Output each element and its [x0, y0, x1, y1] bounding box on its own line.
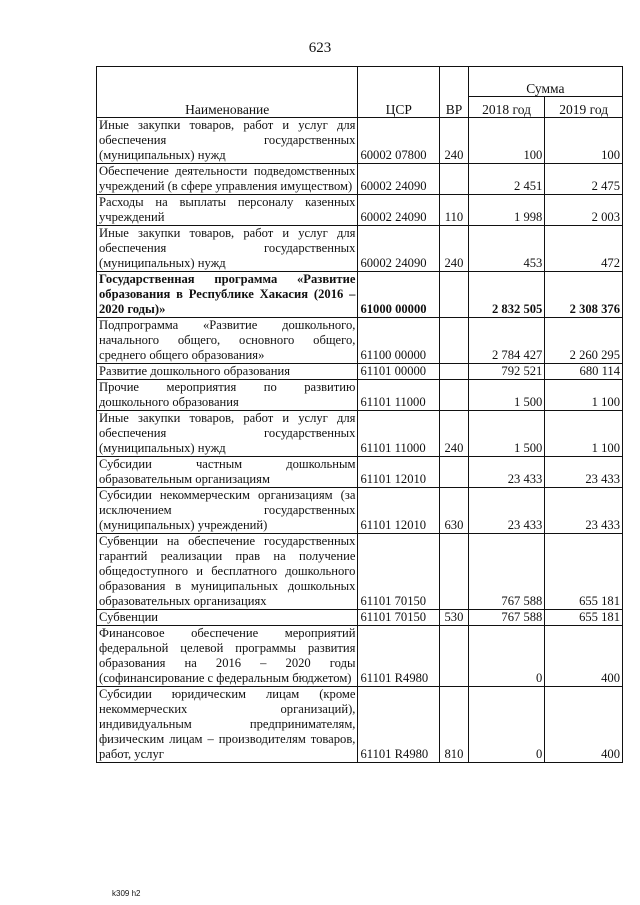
table-header-row [97, 67, 623, 97]
row-vr [440, 364, 469, 380]
row-name: Развитие дошкольного образования [97, 364, 358, 380]
row-vr [440, 626, 469, 687]
row-csr: 61000 00000 [358, 272, 440, 318]
row-amount-2019: 1 100 [545, 380, 623, 411]
budget-table [96, 66, 623, 763]
row-name: Иные закупки товаров, работ и услуг для обеспечения государственных (муниципальных) нужд [97, 118, 358, 164]
row-amount-2018: 767 588 [468, 610, 545, 626]
row-csr: 61101 12010 [358, 457, 440, 488]
row-amount-2018: 23 433 [468, 488, 545, 534]
row-amount-2019: 472 [545, 226, 623, 272]
row-amount-2018: 767 588 [468, 534, 545, 610]
table-row [97, 118, 623, 164]
row-amount-2018: 100 [468, 118, 545, 164]
row-vr [440, 318, 469, 364]
row-name: Субвенции [97, 610, 358, 626]
row-amount-2019: 400 [545, 626, 623, 687]
row-vr: 240 [440, 118, 469, 164]
row-vr: 240 [440, 226, 469, 272]
row-vr: 530 [440, 610, 469, 626]
table-row [97, 226, 623, 272]
row-name: Иные закупки товаров, работ и услуг для обеспечения государственных (муниципальных) нужд [97, 226, 358, 272]
table-row [97, 411, 623, 457]
row-csr: 61101 R4980 [358, 687, 440, 763]
row-vr: 630 [440, 488, 469, 534]
row-vr [440, 534, 469, 610]
row-vr [440, 272, 469, 318]
header-sum: Сумма [468, 67, 622, 97]
row-csr: 61101 70150 [358, 534, 440, 610]
row-amount-2018: 0 [468, 626, 545, 687]
header-year-2018: 2018 год [468, 96, 545, 117]
row-csr: 60002 07800 [358, 118, 440, 164]
row-name: Субвенции на обеспечение государственных гарантий реализации прав на получение общедоступного и бесплатного дошкольного образования в муниципальных дошкольных образовательных организациях [97, 534, 358, 610]
table-row [97, 610, 623, 626]
row-name: Субсидии юридическим лицам (кроме некоммерческих организаций), индивидуальным предпринимателям, физическим лицам – производителям товаров, работ, услуг [97, 687, 358, 763]
row-name: Государственная программа «Развитие образования в Республике Хакасия (2016 – 2020 годы)» [97, 272, 358, 318]
row-amount-2018: 23 433 [468, 457, 545, 488]
row-name: Субсидии частным дошкольным образовательным организациям [97, 457, 358, 488]
table-row [97, 318, 623, 364]
table-row [97, 164, 623, 195]
row-vr [440, 380, 469, 411]
row-name: Субсидии некоммерческим организациям (за исключением государственных (муниципальных) учреждений) [97, 488, 358, 534]
row-vr: 110 [440, 195, 469, 226]
row-amount-2019: 23 433 [545, 488, 623, 534]
row-csr: 60002 24090 [358, 195, 440, 226]
row-csr: 61100 00000 [358, 318, 440, 364]
row-amount-2019: 2 308 376 [545, 272, 623, 318]
row-amount-2019: 400 [545, 687, 623, 763]
row-csr: 60002 24090 [358, 226, 440, 272]
row-name: Обеспечение деятельности подведомственных учреждений (в сфере управления имуществом) [97, 164, 358, 195]
row-amount-2019: 1 100 [545, 411, 623, 457]
table-row [97, 195, 623, 226]
row-amount-2018: 2 832 505 [468, 272, 545, 318]
row-amount-2019: 100 [545, 118, 623, 164]
row-vr: 810 [440, 687, 469, 763]
row-csr: 60002 24090 [358, 164, 440, 195]
row-amount-2018: 1 500 [468, 411, 545, 457]
table-row [97, 364, 623, 380]
row-csr: 61101 R4980 [358, 626, 440, 687]
table-row [97, 534, 623, 610]
row-name: Финансовое обеспечение мероприятий федеральной целевой программы развития образования на 2016 – 2020 годы (софинансирование с федеральным бюджетом) [97, 626, 358, 687]
row-csr: 61101 70150 [358, 610, 440, 626]
row-vr [440, 164, 469, 195]
table-row [97, 687, 623, 763]
header-name: Наименование [97, 67, 358, 118]
row-csr: 61101 11000 [358, 411, 440, 457]
header-csr: ЦСР [358, 67, 440, 118]
row-csr: 61101 00000 [358, 364, 440, 380]
row-csr: 61101 11000 [358, 380, 440, 411]
row-vr: 240 [440, 411, 469, 457]
footer-code: k309 h2 [112, 889, 141, 898]
row-name: Прочие мероприятия по развитию дошкольного образования [97, 380, 358, 411]
row-amount-2019: 655 181 [545, 610, 623, 626]
table-row [97, 380, 623, 411]
row-amount-2018: 453 [468, 226, 545, 272]
row-name: Подпрограмма «Развитие дошкольного, начального общего, основного общего, среднего общего образования» [97, 318, 358, 364]
row-name: Иные закупки товаров, работ и услуг для обеспечения государственных (муниципальных) нужд [97, 411, 358, 457]
row-csr: 61101 12010 [358, 488, 440, 534]
row-amount-2018: 1 500 [468, 380, 545, 411]
row-amount-2018: 2 451 [468, 164, 545, 195]
table-row [97, 457, 623, 488]
row-vr [440, 457, 469, 488]
row-amount-2019: 2 475 [545, 164, 623, 195]
header-vr: ВР [440, 67, 469, 118]
row-amount-2019: 2 260 295 [545, 318, 623, 364]
page-number: 623 [308, 40, 332, 56]
table-row [97, 488, 623, 534]
table-body [97, 118, 623, 763]
row-amount-2018: 2 784 427 [468, 318, 545, 364]
row-amount-2019: 2 003 [545, 195, 623, 226]
row-amount-2018: 792 521 [468, 364, 545, 380]
table-row [97, 272, 623, 318]
row-amount-2019: 680 114 [545, 364, 623, 380]
row-amount-2018: 0 [468, 687, 545, 763]
row-amount-2018: 1 998 [468, 195, 545, 226]
row-amount-2019: 23 433 [545, 457, 623, 488]
table-row [97, 626, 623, 687]
row-amount-2019: 655 181 [545, 534, 623, 610]
row-name: Расходы на выплаты персоналу казенных учреждений [97, 195, 358, 226]
header-year-2019: 2019 год [545, 96, 623, 117]
